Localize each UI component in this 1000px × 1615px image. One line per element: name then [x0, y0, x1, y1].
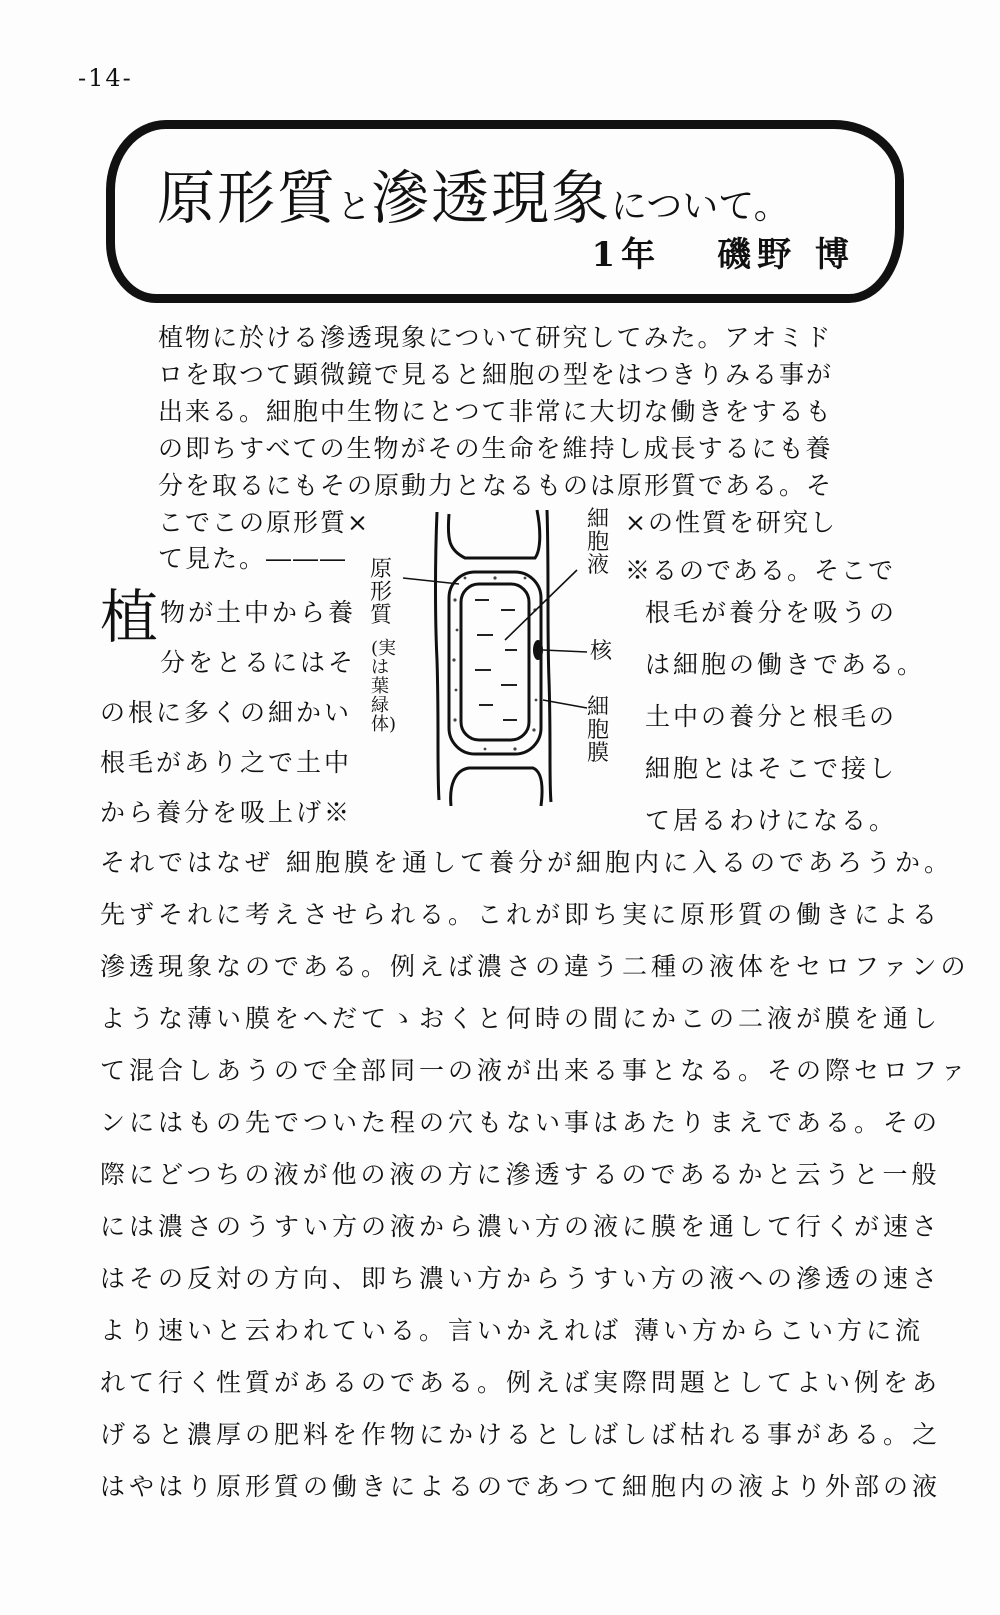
author-grade: 1年 [591, 235, 662, 275]
intro-line: 出来る。細胞中生物にとつて非常に大切な働きをするも [158, 397, 833, 426]
intro-line-left: て見た。――― [158, 544, 348, 573]
body-line: げると濃厚の肥料を作物にかけるとしばしば枯れる事がある。之 [100, 1420, 942, 1449]
body-line: 際にどつちの液が他の液の方に滲透するのであるかと云うと一般 [100, 1160, 941, 1189]
body-line: には濃さのうすい方の液から濃い方の液に膜を通して行くが速さ [100, 1212, 942, 1241]
label-cell-membrane: 細胞膜 [587, 695, 610, 767]
article-title [157, 151, 790, 235]
label-nucleus: 核 [590, 639, 613, 664]
body-line: 滲透現象なのである。例えば濃さの違う二種の液体をセロファンの [100, 952, 970, 981]
title-particle: と [337, 187, 372, 227]
intro-line-right: ※るのである。そこで [625, 556, 896, 585]
title-protoplasm: 原形質 [157, 164, 338, 232]
drop-cap: 植 [100, 583, 159, 651]
right-column-line: 根毛が養分を吸うの [645, 598, 898, 627]
title-frame [106, 120, 904, 303]
left-column-line: の根に多くの細かい [100, 698, 353, 727]
page-number: -14- [78, 64, 133, 92]
body-line: はその反対の方向、即ち濃い方からうすい方の液への滲透の速さ [100, 1264, 942, 1293]
body-line: 先ずそれに考えさせられる。これが即ち実に原形質の働きによる [100, 900, 942, 929]
title-osmosis: 滲透現象 [371, 164, 612, 232]
title-suffix: について。 [611, 186, 790, 227]
cell-diagram [365, 500, 635, 820]
left-column-line: 物が土中から養 [160, 598, 357, 627]
body-line: ンにはもの先でついた程の穴もない事はあたりまえである。その [100, 1108, 942, 1137]
intro-line-left: こでこの原形質× [158, 508, 370, 537]
right-column-line: は細胞の働きである。 [645, 650, 926, 679]
body-line: はやはり原形質の働きによるのであつて細胞内の液より外部の液 [100, 1472, 942, 1501]
byline [591, 227, 855, 276]
body-line: て混合しあうので全部同一の液が出来る事となる。その際セロファ [100, 1056, 970, 1085]
intro-line: 植物に於ける滲透現象について研究してみた。アオミド [158, 323, 833, 352]
intro-line-right: ×の性質を研究し [625, 508, 837, 537]
intro-line: ロを取つて顕微鏡で見ると細胞の型をはつきりみる事が [158, 360, 834, 389]
body-line: より速いと云われている。言いかえれば 薄い方からこい方に流 [100, 1316, 924, 1345]
right-column-line: 細胞とはそこで接し [645, 754, 898, 783]
right-column-line: 土中の養分と根毛の [645, 702, 898, 731]
right-column-line: て居るわけになる。 [645, 806, 898, 835]
intro-line: 分を取るにもその原動力となるものは原形質である。そ [158, 471, 834, 500]
body-line: それではなぜ 細胞膜を通して養分が細胞内に入るのであろうか。 [100, 848, 953, 877]
label-cell-sap: 細胞液 [587, 507, 610, 579]
left-column-line: 分をとるにはそ [160, 648, 357, 677]
author-name: 磯野 博 [717, 235, 855, 275]
body-line: ような薄い膜をへだてゝおくと何時の間にかこの二液が膜を通し [100, 1004, 942, 1033]
intro-line: の即ちすべての生物がその生命を維持し成長するにも養 [158, 434, 833, 463]
label-protoplasm-note: (実は葉緑体) [371, 638, 397, 735]
body-line: れて行く性質があるのである。例えば実際問題としてよい例をあ [100, 1368, 942, 1397]
left-column-line: 根毛があり之で土中 [100, 748, 353, 777]
left-column-line: から養分を吸上げ※ [100, 798, 353, 827]
label-protoplasm: 原形質 [370, 557, 393, 629]
